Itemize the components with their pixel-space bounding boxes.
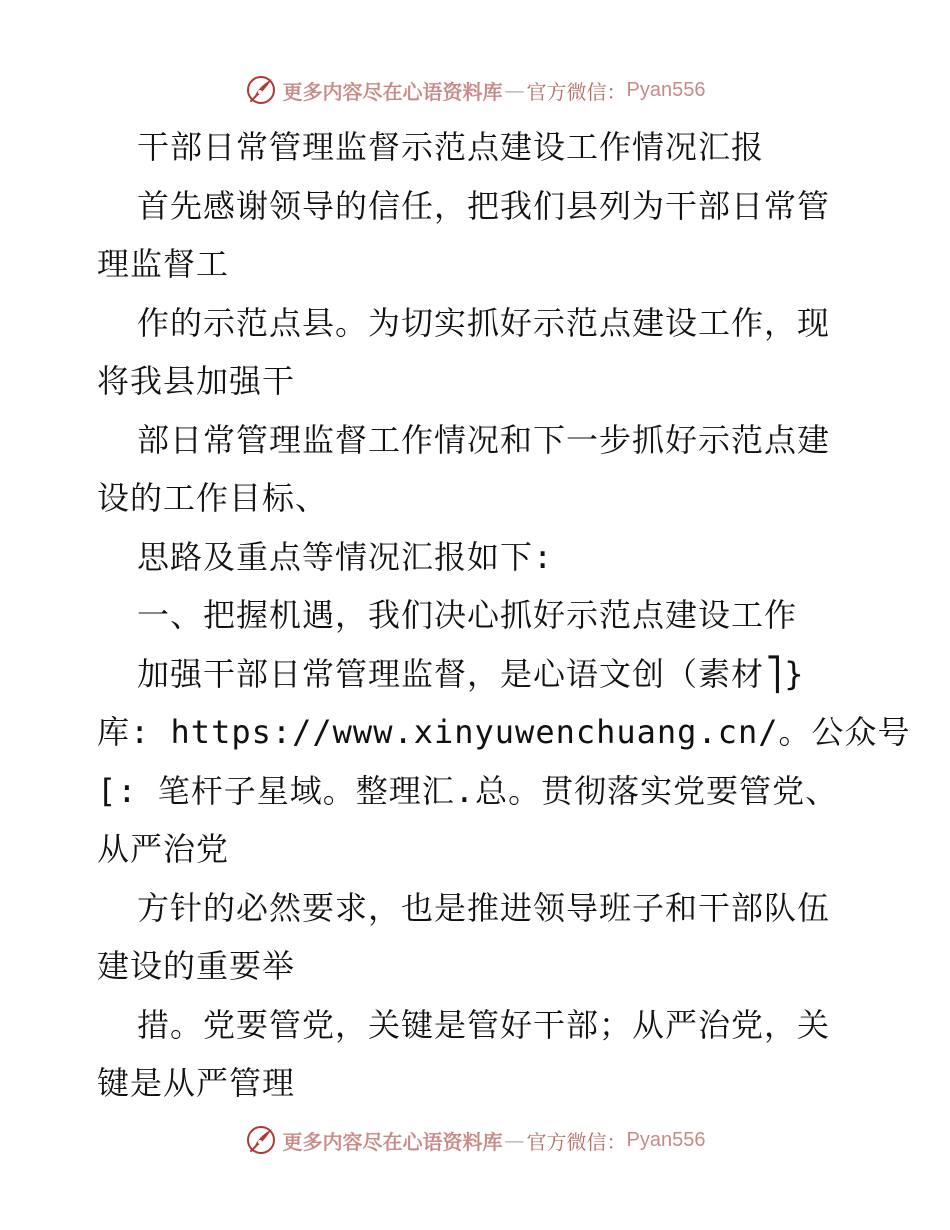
section-heading: 一、把握机遇，我们决心抓好示范点建设工作 bbox=[137, 596, 798, 634]
promo-text: 更多内容尽在心语资料库 bbox=[282, 1129, 503, 1154]
paragraph-line: 设的工作目标、 bbox=[97, 479, 329, 517]
document-title: 干部日常管理监督示范点建设工作情况汇报 bbox=[137, 128, 765, 166]
footer-watermark-banner bbox=[0, 1120, 950, 1160]
wechat-id: Pyan556 bbox=[626, 78, 706, 101]
quill-pen-icon bbox=[245, 1124, 277, 1156]
paragraph-line: [: 笔杆子星域。整理汇.总。贯彻落实党要管党、 bbox=[97, 771, 839, 810]
wechat-label: 官方微信： bbox=[526, 1129, 627, 1154]
paragraph-line: 理监督工 bbox=[97, 245, 230, 283]
header-watermark-banner bbox=[0, 70, 950, 110]
separator-dash: — bbox=[504, 1128, 525, 1152]
paragraph-line: 方针的必然要求，也是推进领导班子和干部队伍 bbox=[137, 888, 831, 927]
paragraph-line: 建设的重要举 bbox=[97, 947, 296, 985]
paragraph-line: 键是从严管理 bbox=[97, 1064, 296, 1102]
quill-pen-icon bbox=[245, 74, 277, 106]
paragraph-line: 从严治党 bbox=[97, 830, 230, 868]
paragraph-line: 作的示范点县。为切实抓好示范点建设工作，现 bbox=[137, 303, 831, 342]
document-body bbox=[97, 118, 911, 1113]
paragraph-line: 部日常管理监督工作情况和下一步抓好示范点建 bbox=[137, 420, 831, 459]
paragraph-line: 首先感谢领导的信任，把我们县列为干部日常管 bbox=[137, 186, 831, 225]
wechat-label: 官方微信： bbox=[526, 79, 627, 104]
promo-text: 更多内容尽在心语资料库 bbox=[282, 79, 503, 104]
paragraph-line: 加强干部日常管理监督，是心语文创（素材⎤} bbox=[137, 654, 805, 693]
paragraph-line: 库: https://www.xinyuwenchuang.cn/。公众号 bbox=[97, 713, 911, 751]
paragraph-line: 措。党要管党，关键是管好干部；从严治党，关 bbox=[137, 1005, 831, 1044]
separator-dash: — bbox=[504, 78, 525, 102]
wechat-id: Pyan556 bbox=[626, 1128, 706, 1151]
paragraph-line: 将我县加强干 bbox=[97, 362, 296, 400]
paragraph-line: 思路及重点等情况汇报如下: bbox=[137, 537, 554, 576]
